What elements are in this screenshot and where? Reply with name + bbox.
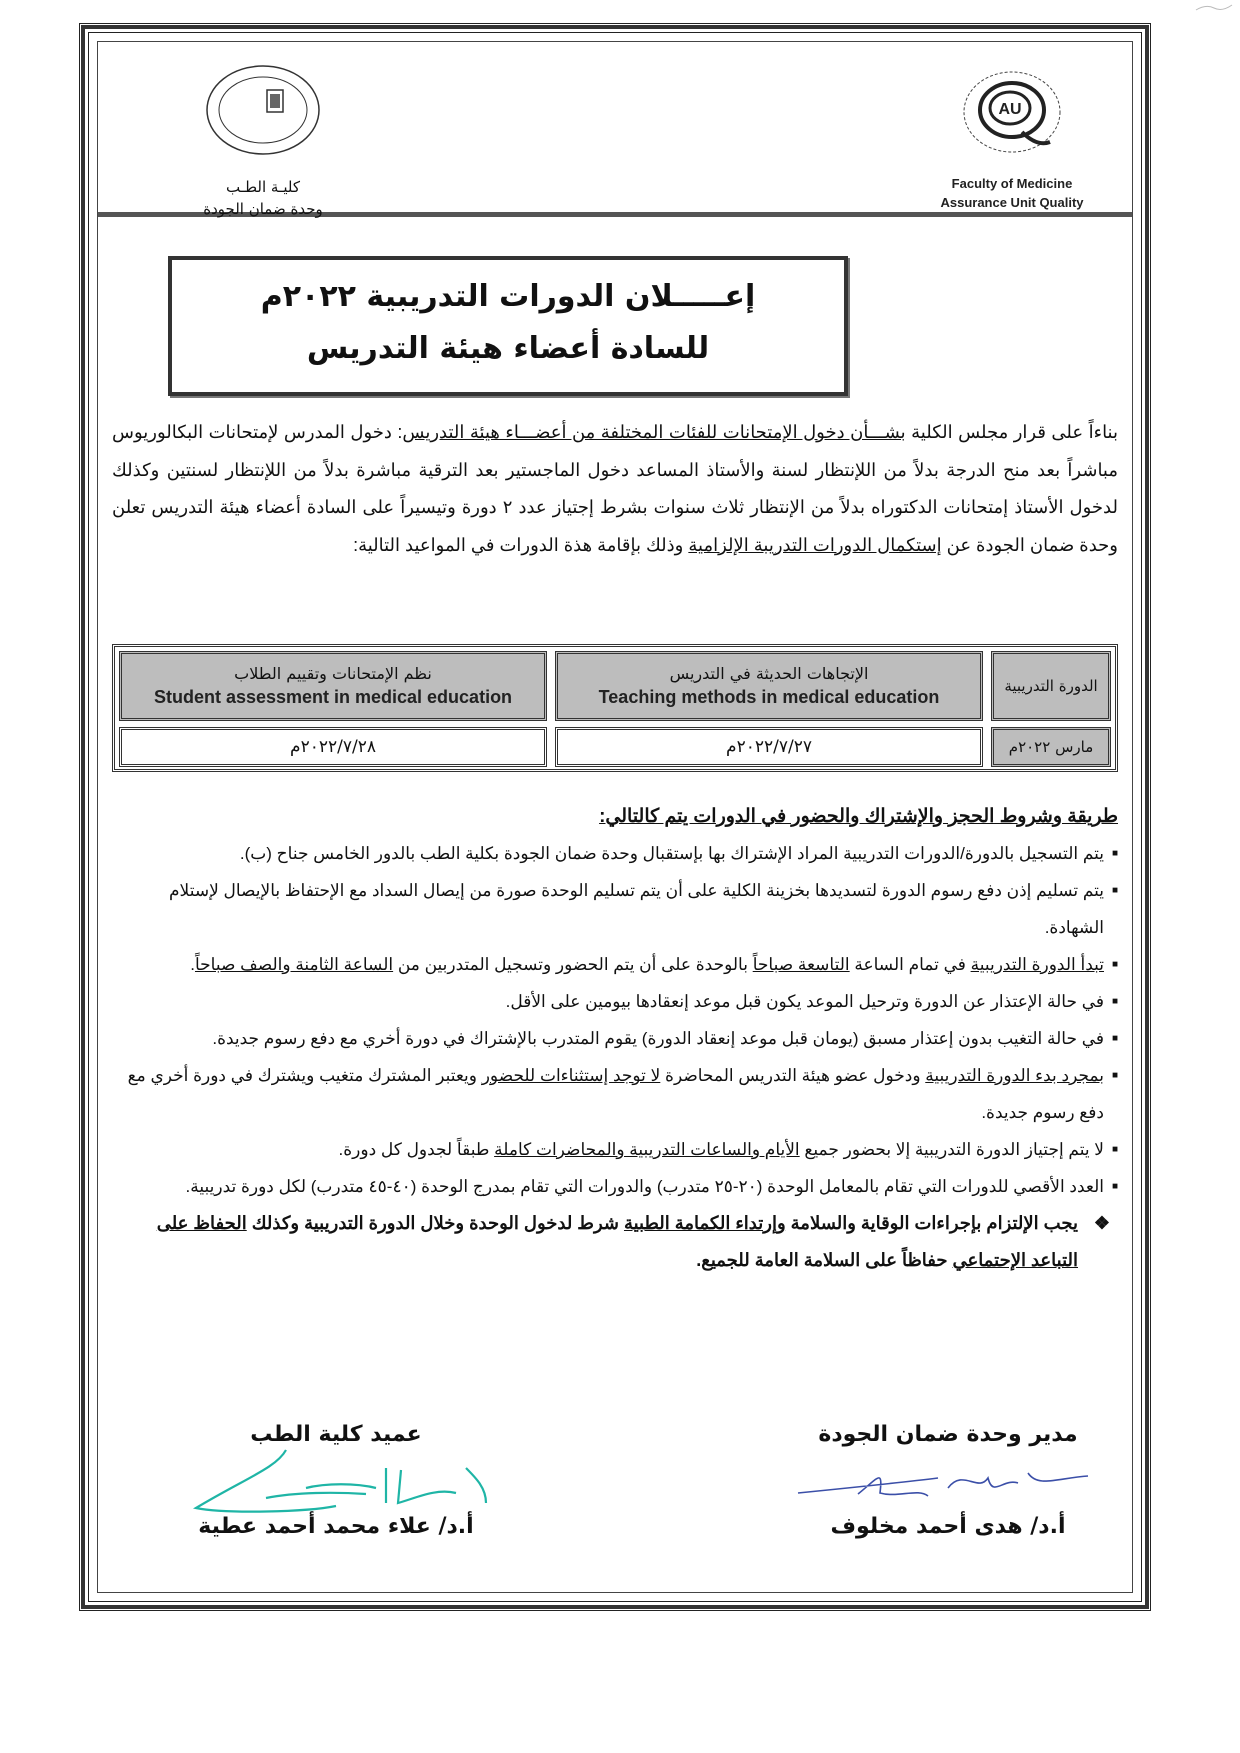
list-item [112, 872, 1118, 946]
intro-text: بناءاً على قرار مجلس الكلية [905, 422, 1118, 442]
course-title-en: Teaching methods in medical education [598, 687, 940, 707]
item-text: طبقاً لجدول كل دورة. [338, 1140, 495, 1159]
list-item [112, 1057, 1118, 1131]
item-underlined: الأيام والساعات التدريبية والمحاضرات كاملة [494, 1140, 800, 1159]
handwritten-signature-icon [788, 1448, 1108, 1518]
document-frame [88, 32, 1142, 1602]
dean-signature-block [196, 1420, 476, 1542]
intro-underlined-decision: بشـــأن دخول الإمتحانات للفئات المختلفة من أعضـــاء هيئة التدريس [402, 422, 906, 442]
item-underlined: الساعة الثامنة والصف صباحاً [194, 955, 394, 974]
faculty-logo-block [143, 62, 383, 220]
item-text: بالوحدة على أن يتم الحضور وتسجيل المتدربين من [393, 955, 753, 974]
item-underlined: التاسعة صباحاً [752, 955, 850, 974]
item-text: يجب الإلتزام بإجراءات الوقاية والسلامة [785, 1213, 1078, 1233]
item-text: يتم التسجيل بالدورة/الدورات التدريبية المراد الإشتراك بها بإستقبال وحدة ضمان الجودة بكلية الطب بالدور الخامس جناح (ب). [239, 844, 1104, 863]
bullet-icon: ■ [1111, 848, 1118, 859]
quality-unit-name-en: Assurance Unit Quality [940, 195, 1084, 210]
bullet-icon: ■ [1111, 1070, 1118, 1081]
item-underlined: بمجرد بدء الدورة التدريبية [925, 1066, 1104, 1085]
item-underlined: الحفاظ على التباعد الإحتماعي [156, 1213, 1078, 1270]
list-item [112, 946, 1118, 983]
intro-text: : دخول المدرس لإمتحانات البكالوريوس مباشراً بعد منح الدرجة بدلاً من اللإنتظار لسنة والأستاذ المساعد دخول الماجستير بعد الترقية مباشرة بدلاً من اللإنتظار لسنتين وكذلك لدخول الأستاذ إمتحانات الدكتوراه بدلاً من الإنتظار ثلاث سنوات بشرط إجتياز عدد ٢ دورة وتيسيراً على السادة أعضاء هيئة التدريس تعلن وحدة ضمان الجودة عن [112, 422, 1118, 555]
item-text: لا يتم إجتياز الدورة التدريبية إلا بحضور جميع [799, 1140, 1104, 1159]
item-text: حفاظاً على السلامة العامة للجميع. [696, 1250, 953, 1270]
list-item [112, 983, 1118, 1020]
assiut-university-seal-icon [952, 62, 1072, 162]
university-logo-block [912, 62, 1112, 212]
table-row [119, 727, 1111, 767]
svg-text:AU: AU [998, 101, 1022, 118]
table-header-row [119, 651, 1111, 721]
bullet-icon: ■ [1111, 1181, 1118, 1192]
table-date-label: مارس ٢٠٢٢م [991, 727, 1111, 767]
bullet-icon: ■ [1111, 1033, 1118, 1044]
table-header-course: الدورة التدريبية [991, 651, 1111, 721]
item-text: في حالة الإعتذار عن الدورة وترحيل الموعد يكون قبل موعد إنعقادها بيومين على الأقل. [505, 992, 1104, 1011]
item-underlined: تبدأ الدورة التدريبية [970, 955, 1104, 974]
item-text: ودخول عضو هيئة التدريس المحاضرة [660, 1066, 926, 1085]
list-item-safety [112, 1205, 1118, 1279]
announcement-audience: للسادة أعضاء هيئة التدريس [306, 331, 710, 366]
signatory-name: أ.د/ هدى أحمد مخلوف [830, 1514, 1066, 1539]
bullet-icon: ■ [1111, 885, 1118, 896]
schedule-table [112, 644, 1118, 772]
item-text: العدد الأقصي للدورات التي تقام بالمعامل الوحدة (٢٠-٢٥ متدرب) والدورات التي تقام بمدرج الوحدة (٤٠-٤٥ متدرب) لكل دورة تدريبية. [185, 1177, 1104, 1196]
quality-director-signature-block [798, 1420, 1098, 1542]
scan-mark-icon [1194, 2, 1234, 12]
signatory-title: عميد كلية الطب [250, 1422, 422, 1447]
item-underlined: لا توجد إستثناءات للحضور [481, 1066, 661, 1085]
list-item [112, 1020, 1118, 1057]
table-header-course-2 [119, 651, 547, 721]
letterhead [98, 42, 1132, 217]
announcement-title-box [168, 256, 848, 396]
diamond-bullet-icon: ❖ [1093, 1213, 1110, 1233]
faculty-name-en: Faculty of Medicine [951, 176, 1073, 191]
item-text: . [190, 955, 195, 974]
faculty-seal-icon [203, 62, 323, 162]
bullet-icon: ■ [1111, 996, 1118, 1007]
list-item [112, 835, 1118, 872]
quality-unit-name-ar: وحدة ضمان الجودة [203, 200, 323, 218]
signatory-name: أ.د/ علاء محمد أحمد عطية [198, 1514, 474, 1539]
intro-paragraph [112, 414, 1118, 564]
course-1-date: ٢٠٢٢/٧/٢٧م [555, 727, 983, 767]
course-2-date: ٢٠٢٢/٧/٢٨م [119, 727, 547, 767]
bullet-icon: ■ [1111, 1144, 1118, 1155]
faculty-name-ar: كليـة الطـب [225, 178, 300, 196]
intro-text: وذلك بإقامة هذة الدورات في المواعيد التالية: [353, 534, 689, 555]
signatory-title: مدير وحدة ضمان الجودة [818, 1422, 1078, 1447]
course-title-ar: نظم الإمتحانات وتقييم الطلاب [234, 664, 432, 683]
item-text: يتم تسليم إذن دفع رسوم الدورة لتسديدها بخزينة الكلية على أن يتم تسليم الوحدة صورة من إيصال السداد مع الإحتفاظ بالإيصال لإستلام الشهادة. [169, 881, 1104, 937]
conditions-heading: طريقة وشروط الحجز والإشتراك والحضور في الدورات يتم كالتالي: [599, 806, 1118, 827]
bullet-icon: ■ [1111, 959, 1118, 970]
item-underlined: وإرتداء الكمامة الطبية [623, 1213, 786, 1233]
table-header-course-1 [555, 651, 983, 721]
item-text: في تمام الساعة [849, 955, 971, 974]
course-title-ar: الإتجاهات الحديثة في التدريس [669, 664, 869, 683]
course-title-en: Student assessment in medical education [153, 687, 513, 707]
item-text: في حالة التغيب بدون إعتذار مسبق (يومان قبل موعد إنعقاد الدورة) يقوم المتدرب بالإشتراك في دورة أخري مع دفع رسوم جديدة. [212, 1029, 1104, 1048]
item-text: ويعتبر المشترك متغيب ويشترك في دورة أخري مع دفع رسوم جديدة. [127, 1066, 1104, 1122]
intro-underlined-mandatory: إستكمال الدورات التدريبة الإلزامية [688, 534, 942, 555]
list-item [112, 1131, 1118, 1168]
item-text: شرط لدخول الوحدة وخلال الدورة التدريبية وكذلك [246, 1213, 624, 1233]
conditions-section [112, 798, 1118, 1279]
handwritten-signature-icon [186, 1448, 506, 1528]
list-item [112, 1168, 1118, 1205]
document-inner-frame [97, 41, 1133, 1593]
announcement-title: إعـــــلان الدورات التدريبية ٢٠٢٢م [260, 279, 756, 314]
